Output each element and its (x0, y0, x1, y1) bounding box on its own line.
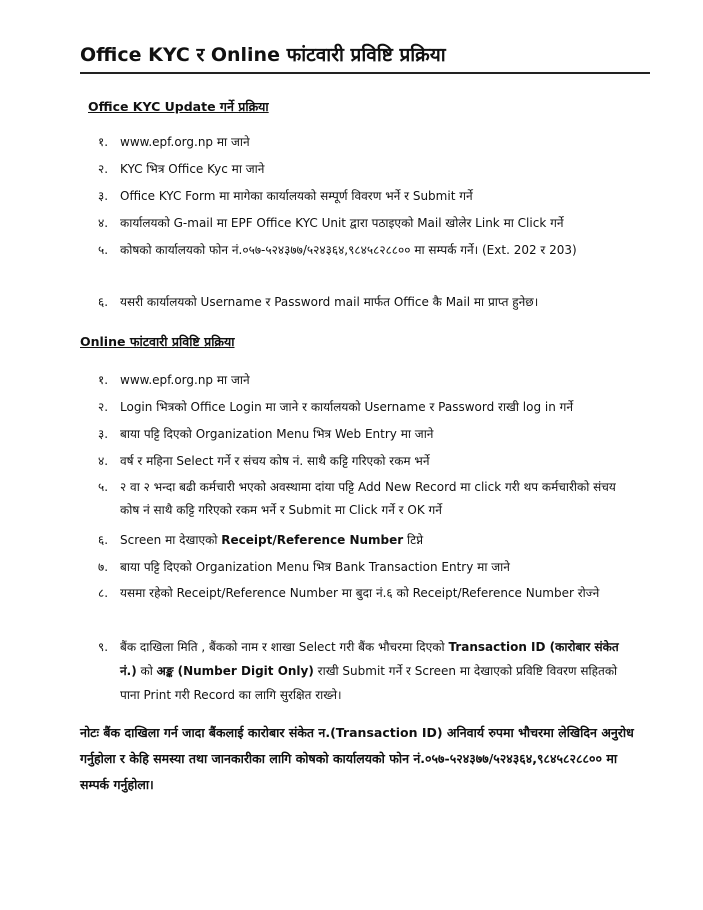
list-item (98, 131, 628, 154)
page-title: Office KYC र Online फांटवारी प्रविष्टि प्रक्रिया (80, 44, 446, 66)
item-number: ३. (98, 427, 109, 441)
list-item (98, 185, 628, 208)
item-number: ४. (98, 454, 109, 468)
list-item (98, 556, 628, 579)
item-text-e: राखी Submit गर्ने र Screen मा देखाएको प्रविष्टि विवरण सहितको पाना Print गरी Record का लागि सुरक्षित राख्ने। (120, 664, 618, 702)
item-number: ३. (98, 189, 109, 203)
list-item (98, 423, 628, 446)
title-divider (80, 72, 650, 74)
item-text-a: बैंक दाखिला मिति , बैंकको नाम र शाखा Select गरी बैंक भौचरमा दिएको (120, 640, 449, 654)
list-item (98, 396, 628, 419)
item-number: ४. (98, 216, 109, 230)
item-number: २. (98, 400, 109, 414)
section-heading-online: Online फांटवारी प्रविष्टि प्रक्रिया (80, 334, 235, 349)
item-number: १. (98, 135, 109, 149)
item-text: यसमा रहेको Receipt/Reference Number मा बुदा नं.६ को Receipt/Reference Number रोज्ने (120, 586, 600, 600)
list-item (98, 529, 628, 552)
item-text: वर्ष र महिना Select गर्ने र संचय कोष नं. साथै कट्टि गरिएको रकम भर्ने (120, 454, 430, 468)
item-number: ६. (98, 533, 109, 547)
list-item (98, 450, 628, 473)
item-text: कोषको कार्यालयको फोन नं.०५७-५२४३७७/५२४३६४,९८४५८२८८०० मा सम्पर्क गर्ने। (Ext. 202 र 203) (120, 243, 577, 257)
item-number: ५. (98, 480, 109, 494)
item-text-c: को (136, 664, 157, 678)
number-digit-only-bold: अङ्क (Number Digit Only) (156, 664, 314, 678)
transaction-id-bold: Transaction ID (कारोबार संकेत नं.) (120, 640, 619, 678)
item-text: www.epf.org.np मा जाने (120, 135, 250, 149)
list-item (98, 635, 628, 707)
list-item (98, 158, 628, 181)
item-number: २. (98, 162, 109, 176)
item-number: १. (98, 373, 109, 387)
list-item (98, 476, 628, 522)
item-text (120, 635, 628, 707)
receipt-reference-number-bold: Receipt/Reference Number (221, 533, 404, 547)
item-text: www.epf.org.np मा जाने (120, 373, 250, 387)
item-number: ९. (98, 640, 109, 654)
list-item (98, 239, 628, 262)
list-item (98, 582, 628, 605)
item-number: ५. (98, 243, 109, 257)
item-text: २ वा २ भन्दा बढी कर्मचारी भएको अवस्थामा दांया पट्टि Add New Record मा click गरी थप कर्मचारीको संचय कोष नं साथै कट्टि गरिएको रकम भर्ने र Submit मा Click गर्ने र OK गर्ने (120, 480, 616, 517)
list-item (98, 212, 628, 235)
item-text: Login भित्रको Office Login मा जाने र कार्यालयको Username र Password राखी log in गर्ने (120, 400, 574, 414)
item-text (120, 529, 628, 552)
item-text: बाया पट्टि दिएको Organization Menu भित्र Web Entry मा जाने (120, 427, 434, 441)
item-text-pre: Screen मा देखाएको (120, 533, 222, 547)
list-item (98, 369, 628, 392)
item-number: ८. (98, 586, 109, 600)
note-paragraph: नोटः बैंक दाखिला गर्न जादा बैंकलाई कारोबार संकेत न.(Transaction ID) अनिवार्य रुपमा भौचरमा लेखिदिन अनुरोध गर्नुहोला र केहि समस्या तथा जानकारीका लागि कोषको कार्यालयको फोन नं.०५७-५२४३७७/५२४३६४,९८४५८२८८०० मा सम्पर्क गर्नुहोला। (80, 725, 634, 792)
item-number: ७. (98, 560, 109, 574)
item-text: कार्यालयको G-mail मा EPF Office KYC Unit द्वारा पठाइएको Mail खोलेर Link मा Click गर्ने (120, 216, 564, 230)
item-text: बाया पट्टि दिएको Organization Menu भित्र Bank Transaction Entry मा जाने (120, 560, 510, 574)
item-text: यसरी कार्यालयको Username र Password mail मार्फत Office कै Mail मा प्राप्त हुनेछ। (120, 295, 539, 309)
item-number: ६. (98, 295, 109, 309)
item-text: Office KYC Form मा मागेका कार्यालयको सम्पूर्ण विवरण भर्ने र Submit गर्ने (120, 189, 473, 203)
list-item (98, 291, 628, 314)
item-text-post: टिप्ने (403, 533, 424, 547)
section-heading-kyc: Office KYC Update गर्ने प्रक्रिया (88, 99, 269, 114)
item-text: KYC भित्र Office Kyc मा जाने (120, 162, 265, 176)
